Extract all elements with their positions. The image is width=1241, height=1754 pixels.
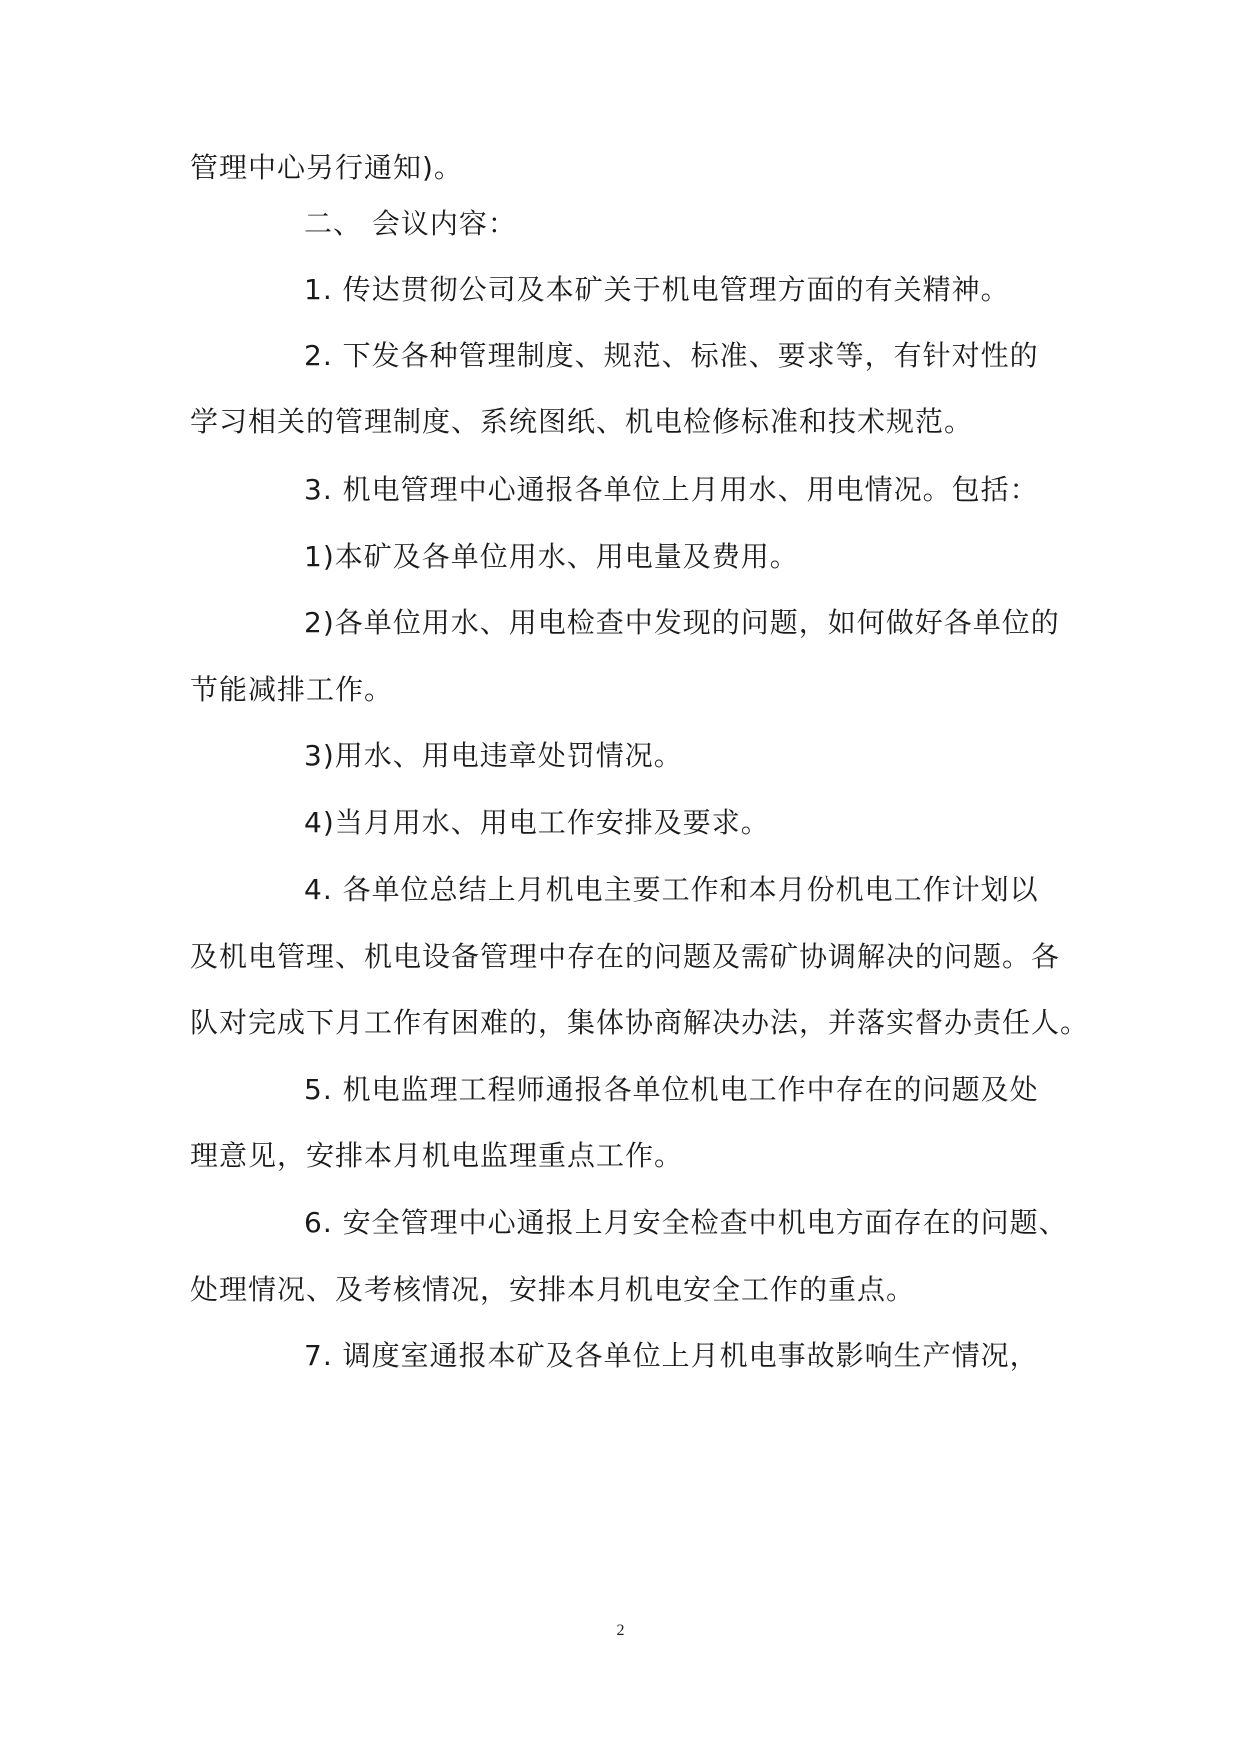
- text-line: 管理中心另行通知)。: [190, 151, 463, 184]
- text-line: 节能减排工作。: [190, 673, 394, 706]
- text-line: 4. 各单位总结上月机电主要工作和本月份机电工作计划以: [304, 873, 1039, 906]
- text-line: 6. 安全管理中心通报上月安全检查中机电方面存在的问题、: [304, 1206, 1068, 1239]
- text-line: 1)本矿及各单位用水、用电量及费用。: [304, 540, 799, 573]
- text-line: 4)当月用水、用电工作安排及要求。: [304, 806, 770, 839]
- text-line: 7. 调度室通报本矿及各单位上月机电事故影响生产情况，: [304, 1339, 1039, 1372]
- text-line: 学习相关的管理制度、系统图纸、机电检修标准和技术规范。: [190, 405, 974, 438]
- text-line: 及机电管理、机电设备管理中存在的问题及需矿协调解决的问题。各: [190, 940, 1061, 973]
- text-line: 2. 下发各种管理制度、规范、标准、要求等，有针对性的: [304, 339, 1039, 372]
- page-number: 2: [616, 1622, 625, 1639]
- text-line: 3. 机电管理中心通报各单位上月用水、用电情况。包括：: [304, 473, 1039, 506]
- text-line: 2)各单位用水、用电检查中发现的问题，如何做好各单位的: [304, 606, 1060, 639]
- section-heading: 二、 会议内容：: [304, 207, 517, 240]
- text-line: 处理情况、及考核情况，安排本月机电安全工作的重点。: [190, 1273, 916, 1306]
- text-line: 理意见，安排本月机电监理重点工作。: [190, 1139, 684, 1172]
- text-line: 5. 机电监理工程师通报各单位机电工作中存在的问题及处: [304, 1073, 1039, 1106]
- text-line: 1. 传达贯彻公司及本矿关于机电管理方面的有关精神。: [304, 273, 1010, 306]
- text-line: 队对完成下月工作有困难的，集体协商解决办法，并落实督办责任人。: [190, 1006, 1090, 1039]
- text-line: 3)用水、用电违章处罚情况。: [304, 739, 683, 772]
